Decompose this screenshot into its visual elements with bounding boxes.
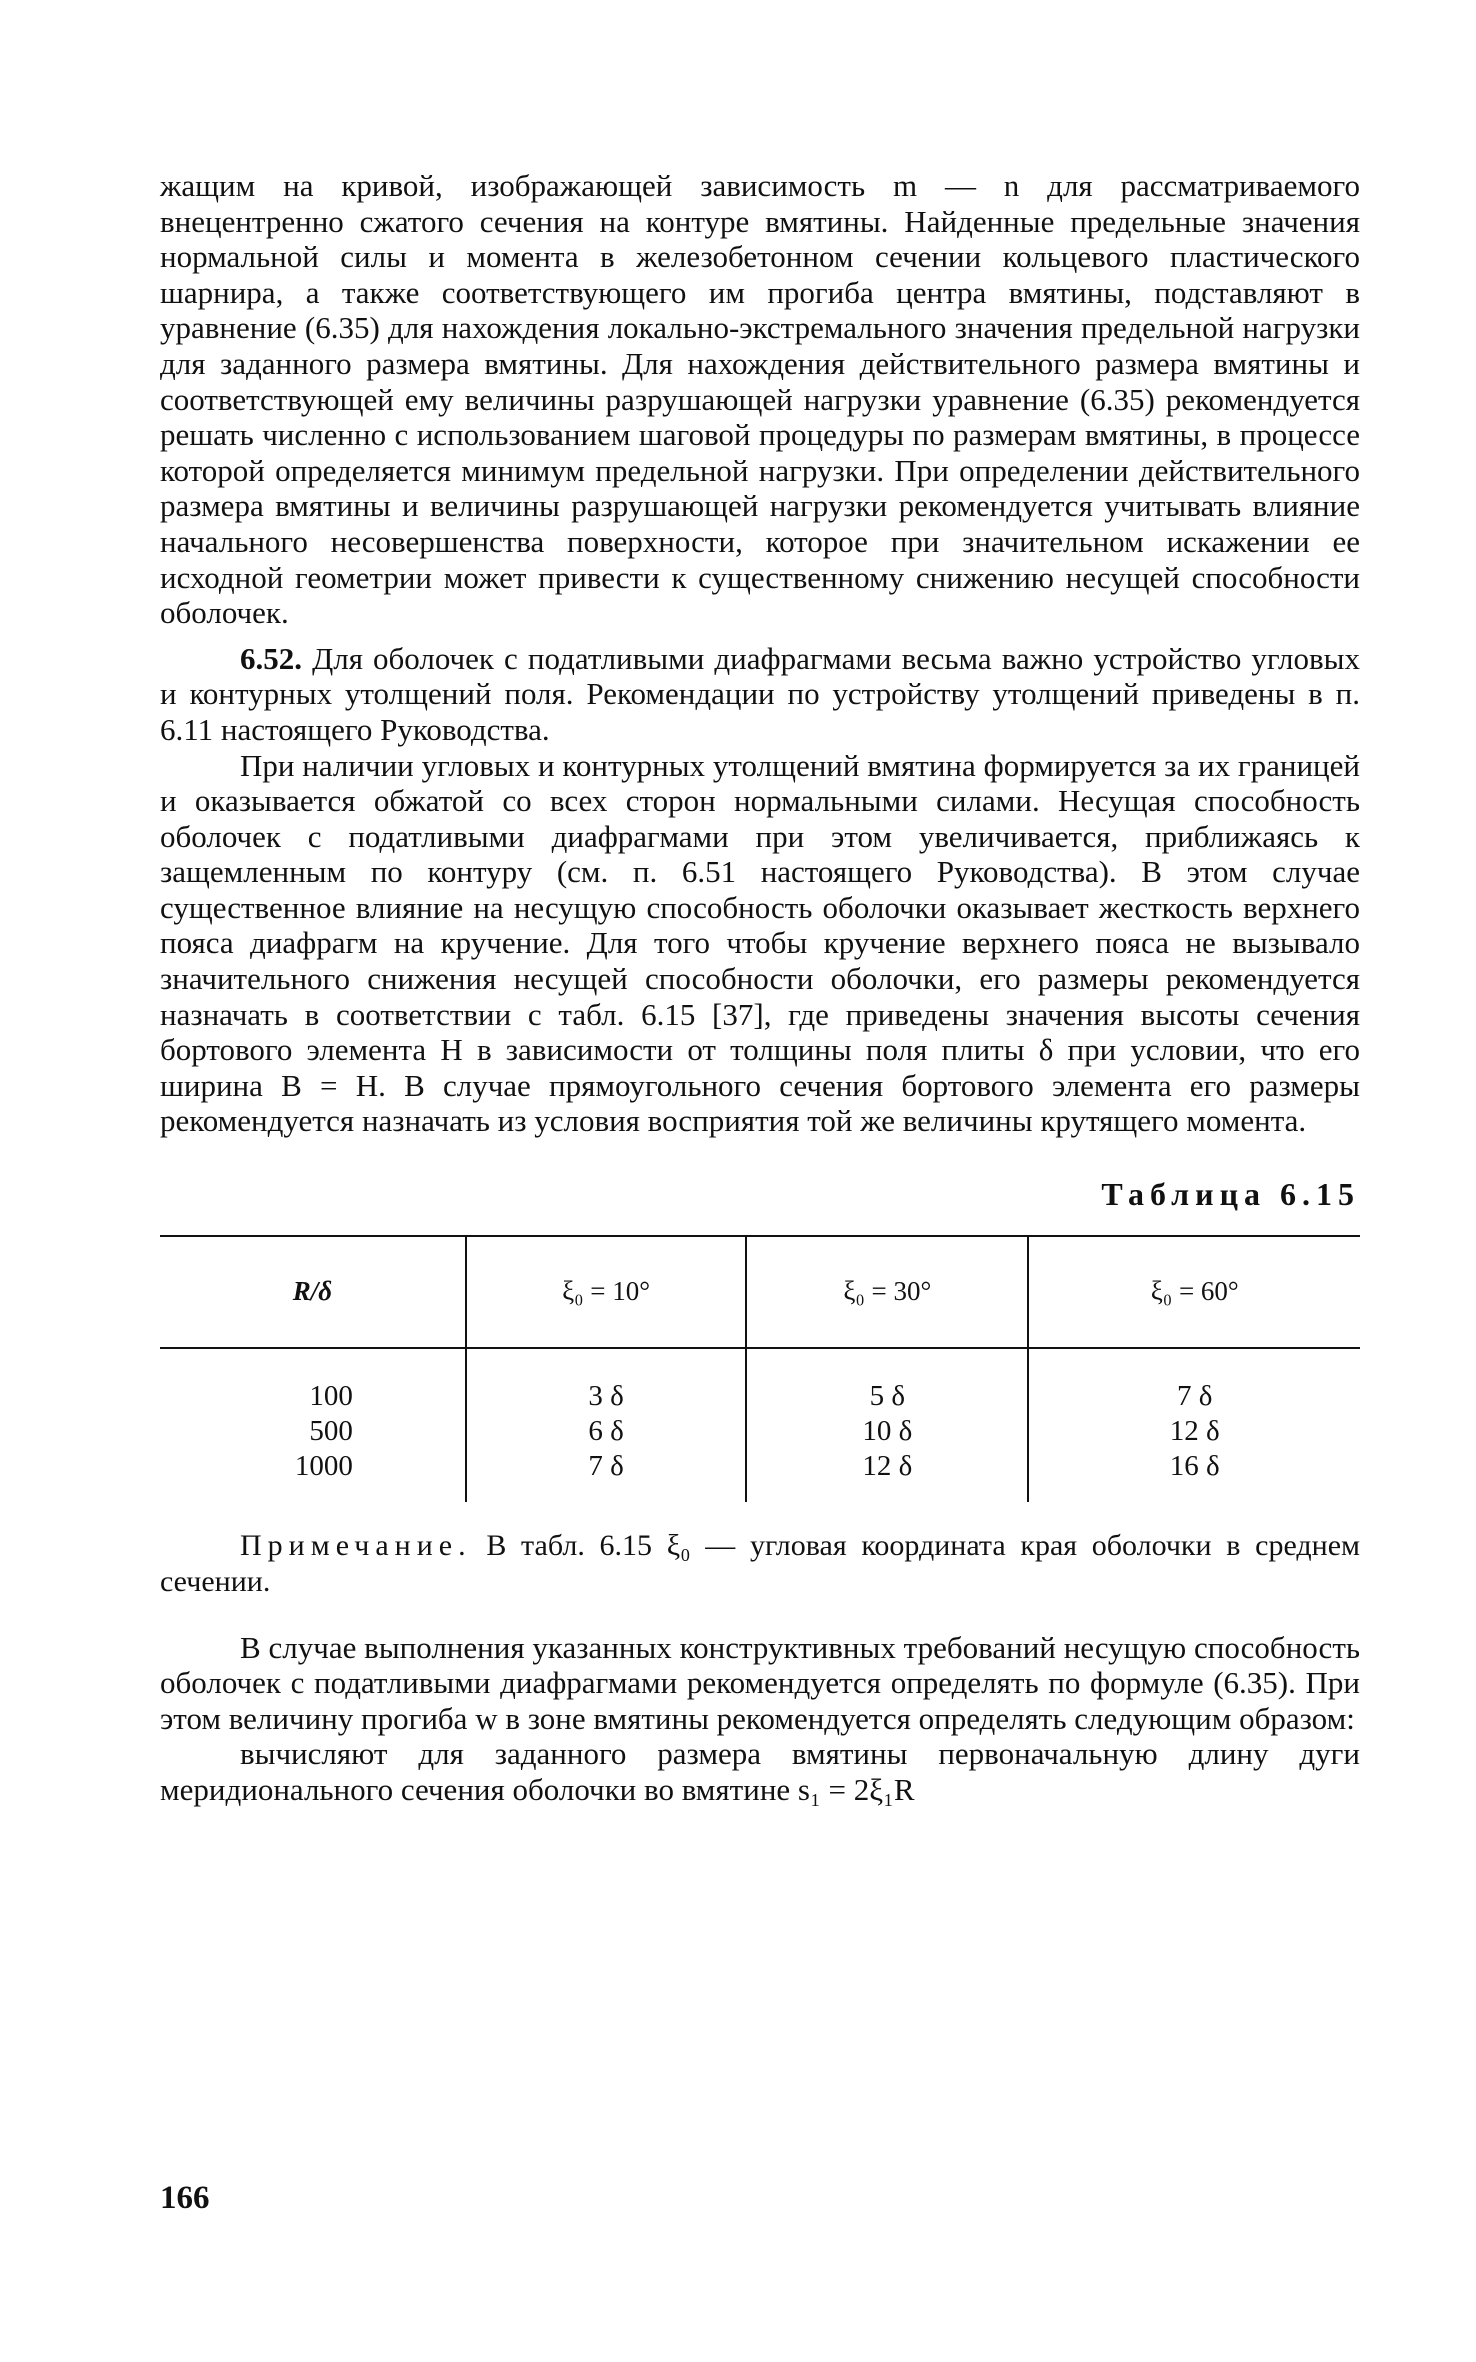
paragraph-5: вычисляют для заданного размера вмятины первоначальную длину дуги меридионального сечения оболочки во вмятине s₁ = 2ξ₁R xyxy=(160,1736,1360,1807)
header-xi-60: ξ₀ = 60° xyxy=(1028,1236,1360,1348)
cell-xi-10-values: 3 δ 6 δ 7 δ xyxy=(466,1348,746,1502)
table-row xyxy=(160,1348,1360,1502)
table-note xyxy=(160,1528,1360,1600)
paragraph-1: жащим на кривой, изображающей зависимость m — n для рассматриваемого внецентренно сжатого сечения на контуре вмятины. Найденные предельные значения нормальной силы и момента в железобетонном сечении кольцевого пластического шарнира, а также соответствующего им прогиба центра вмятины, подставляют в уравнение (6.35) для нахождения локально-экстремального значения предельной нагрузки для заданного размера вмятины. Для нахождения действительного размера вмятины и соответствующей ему величины разрушающей нагрузки уравнение (6.35) рекомендуется решать численно с использованием шаговой процедуры по размерам вмятины, в процессе которой определяется минимум предельной нагрузки. При определении действительного размера вмятины и величины разрушающей нагрузки рекомендуется учитывать влияние начального несовершенства поверхности, которое при значительном искажении ее исходной геометрии может привести к существенному снижению несущей способности оболочек. xyxy=(160,168,1360,631)
paragraph-3: При наличии угловых и контурных утолщений вмятина формируется за их границей и оказывается обжатой со всех сторон нормальными силами. Несущая способность оболочек с податливыми диафрагмами при этом увеличивается, приближаясь к защемленным по контуру (см. п. 6.51 настоящего Руководства). В этом случае существенное влияние на несущую способность оболочки оказывает жесткость верхнего пояса диафрагм на кручение. Для того чтобы кручение верхнего пояса не вызывало значительного снижения несущей способности оболочки, его размеры рекомендуется назначать в соответствии с табл. 6.15 [37], где приведены значения высоты сечения бортового элемента H в зависимости от толщины поля плиты δ при условии, что его ширина B = H. В случае прямоугольного сечения бортового элемента его размеры рекомендуется назначать из условия восприятия той же величины крутящего момента. xyxy=(160,747,1360,1139)
cell-xi-30-values: 5 δ 10 δ 12 δ xyxy=(746,1348,1028,1502)
header-xi-10: ξ₀ = 10° xyxy=(466,1236,746,1348)
paragraph-4: В случае выполнения указанных конструктивных требований несущую способность оболочек с податливыми диафрагмами рекомендуется определять по формуле (6.35). При этом величину прогиба w в зоне вмятины рекомендуется определять следующим образом: xyxy=(160,1629,1360,1736)
page-number: 166 xyxy=(160,2180,210,2216)
page-body xyxy=(160,168,1360,1808)
note-text: В табл. 6.15 ξ₀ — угловая координата края оболочки в среднем сечении. xyxy=(160,1528,1360,1598)
cell-ratio-values: 100 500 1000 xyxy=(294,1379,353,1482)
note-label: Примечание. xyxy=(240,1528,472,1562)
section-number: 6.52. xyxy=(240,640,302,676)
paragraph-2 xyxy=(160,641,1360,748)
table-header-row xyxy=(160,1236,1360,1348)
table-title: Таблица 6.15 xyxy=(1101,1176,1360,1213)
header-ratio: R/δ xyxy=(160,1236,466,1348)
header-xi-30: ξ₀ = 30° xyxy=(746,1236,1028,1348)
paragraph-2-text: Для оболочек с податливыми диафрагмами весьма важно устройство угловых и контурных утолщений поля. Рекомендации по устройству утолщений приведены в п. 6.11 настоящего Руководства. xyxy=(160,640,1360,747)
cell-xi-60-values: 7 δ 12 δ 16 δ xyxy=(1028,1348,1360,1502)
data-table xyxy=(160,1235,1360,1502)
